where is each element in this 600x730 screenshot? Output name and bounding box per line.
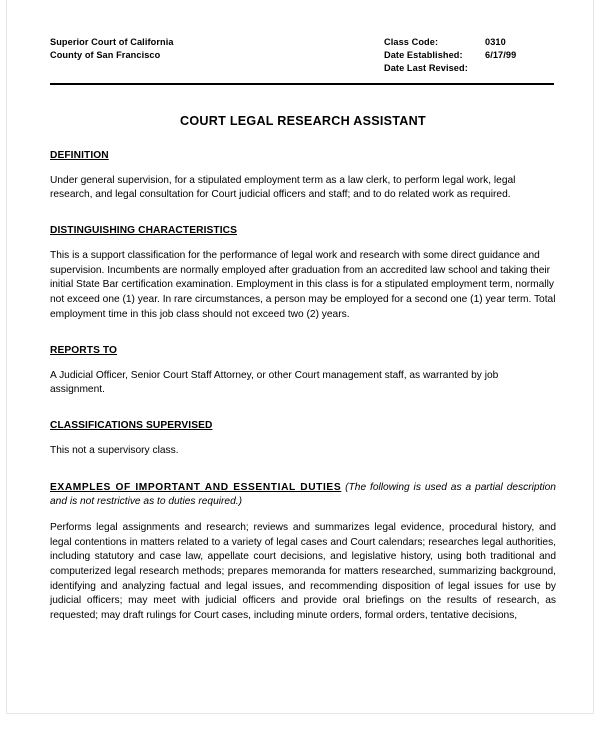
agency-block <box>50 36 384 76</box>
section-heading-examples-note: (The following is used as a partial description and is not restrictive as to duties required.) <box>50 481 556 508</box>
meta-row-date-established <box>384 49 556 62</box>
section-body-classifications-supervised: This not a supervisory class. <box>50 444 179 456</box>
section-heading-distinguishing-characteristics-text: DISTINGUISHING CHARACTERISTICS <box>50 225 238 237</box>
section-body-distinguishing-characteristics: This is a support classification for the performance of legal work and research with some direct guidance and supervision. Incumbents are normally employed after graduation from an accredited law school and taking their initial State Bar certification examination. Employment in this class is for a stipulated employment term, normally not exceed one (1) year. In rare circumstances, a person may be employed for a second one (1) year term. Total employment time in this job class should not exceed two (2) years. <box>50 250 556 320</box>
section-classifications-supervised <box>50 420 556 459</box>
meta-row-date-last-revised <box>384 62 556 75</box>
date-last-revised-value <box>485 62 556 75</box>
date-last-revised-label: Date Last Revised: <box>384 63 468 74</box>
section-distinguishing-characteristics <box>50 225 556 323</box>
section-reports-to <box>50 345 556 398</box>
document-header <box>50 36 556 76</box>
meta-row-class-code <box>384 36 556 49</box>
section-heading-examples-of-duties <box>50 481 556 510</box>
section-heading-examples-of-duties-text: EXAMPLES OF IMPORTANT AND ESSENTIAL DUTIES <box>50 481 342 493</box>
header-divider <box>50 83 554 85</box>
section-heading-definition-text: DEFINITION <box>50 149 109 161</box>
section-heading-classifications-supervised <box>50 420 556 431</box>
document-page <box>6 0 594 714</box>
section-heading-reports-to-text: REPORTS TO <box>50 344 118 356</box>
class-meta-block <box>384 36 556 76</box>
section-heading-distinguishing-characteristics <box>50 225 556 236</box>
document-content <box>50 36 556 624</box>
page-title: COURT LEGAL RESEARCH ASSISTANT <box>180 113 426 128</box>
agency-line-2: County of San Francisco <box>50 50 161 61</box>
section-definition <box>50 150 556 203</box>
section-body-definition: Under general supervision, for a stipulated employment term as a law clerk, to perform legal work, legal research, and legal consultation for Court judicial officers and staff; and to do related work as required. <box>50 174 516 201</box>
date-established-value: 6/17/99 <box>485 50 517 61</box>
section-heading-definition <box>50 150 556 161</box>
section-heading-classifications-supervised-text: CLASSIFICATIONS SUPERVISED <box>50 419 213 431</box>
section-body-examples-of-duties: Performs legal assignments and research; reviews and summarizes legal evidence, procedural history, and legal contentions in matters related to a variety of legal cases and Court calendars; researches legal authorities, including statutory and case law, appellate court decisions, and legislative history, using both traditional and computerized legal research methods; prepares memoranda for matters researched, summarizing background, identifying and analyzing factual and legal issues, and recommending disposition of legal issues for use by judicial officers; may meet with judicial officers and provide oral briefings on the results of research, as requested; may draft rulings for Court cases, including minute orders, formal orders, tentative decisions, <box>50 521 556 622</box>
section-examples-of-duties <box>50 481 556 624</box>
class-code-value: 0310 <box>485 37 506 47</box>
section-body-reports-to: A Judicial Officer, Senior Court Staff Attorney, or other Court management staff, as warranted by job assignment. <box>50 369 499 396</box>
class-code-label: Class Code: <box>384 37 439 47</box>
date-established-label: Date Established: <box>384 50 463 61</box>
agency-line-1: Superior Court of California <box>50 37 174 47</box>
section-heading-reports-to <box>50 345 556 356</box>
